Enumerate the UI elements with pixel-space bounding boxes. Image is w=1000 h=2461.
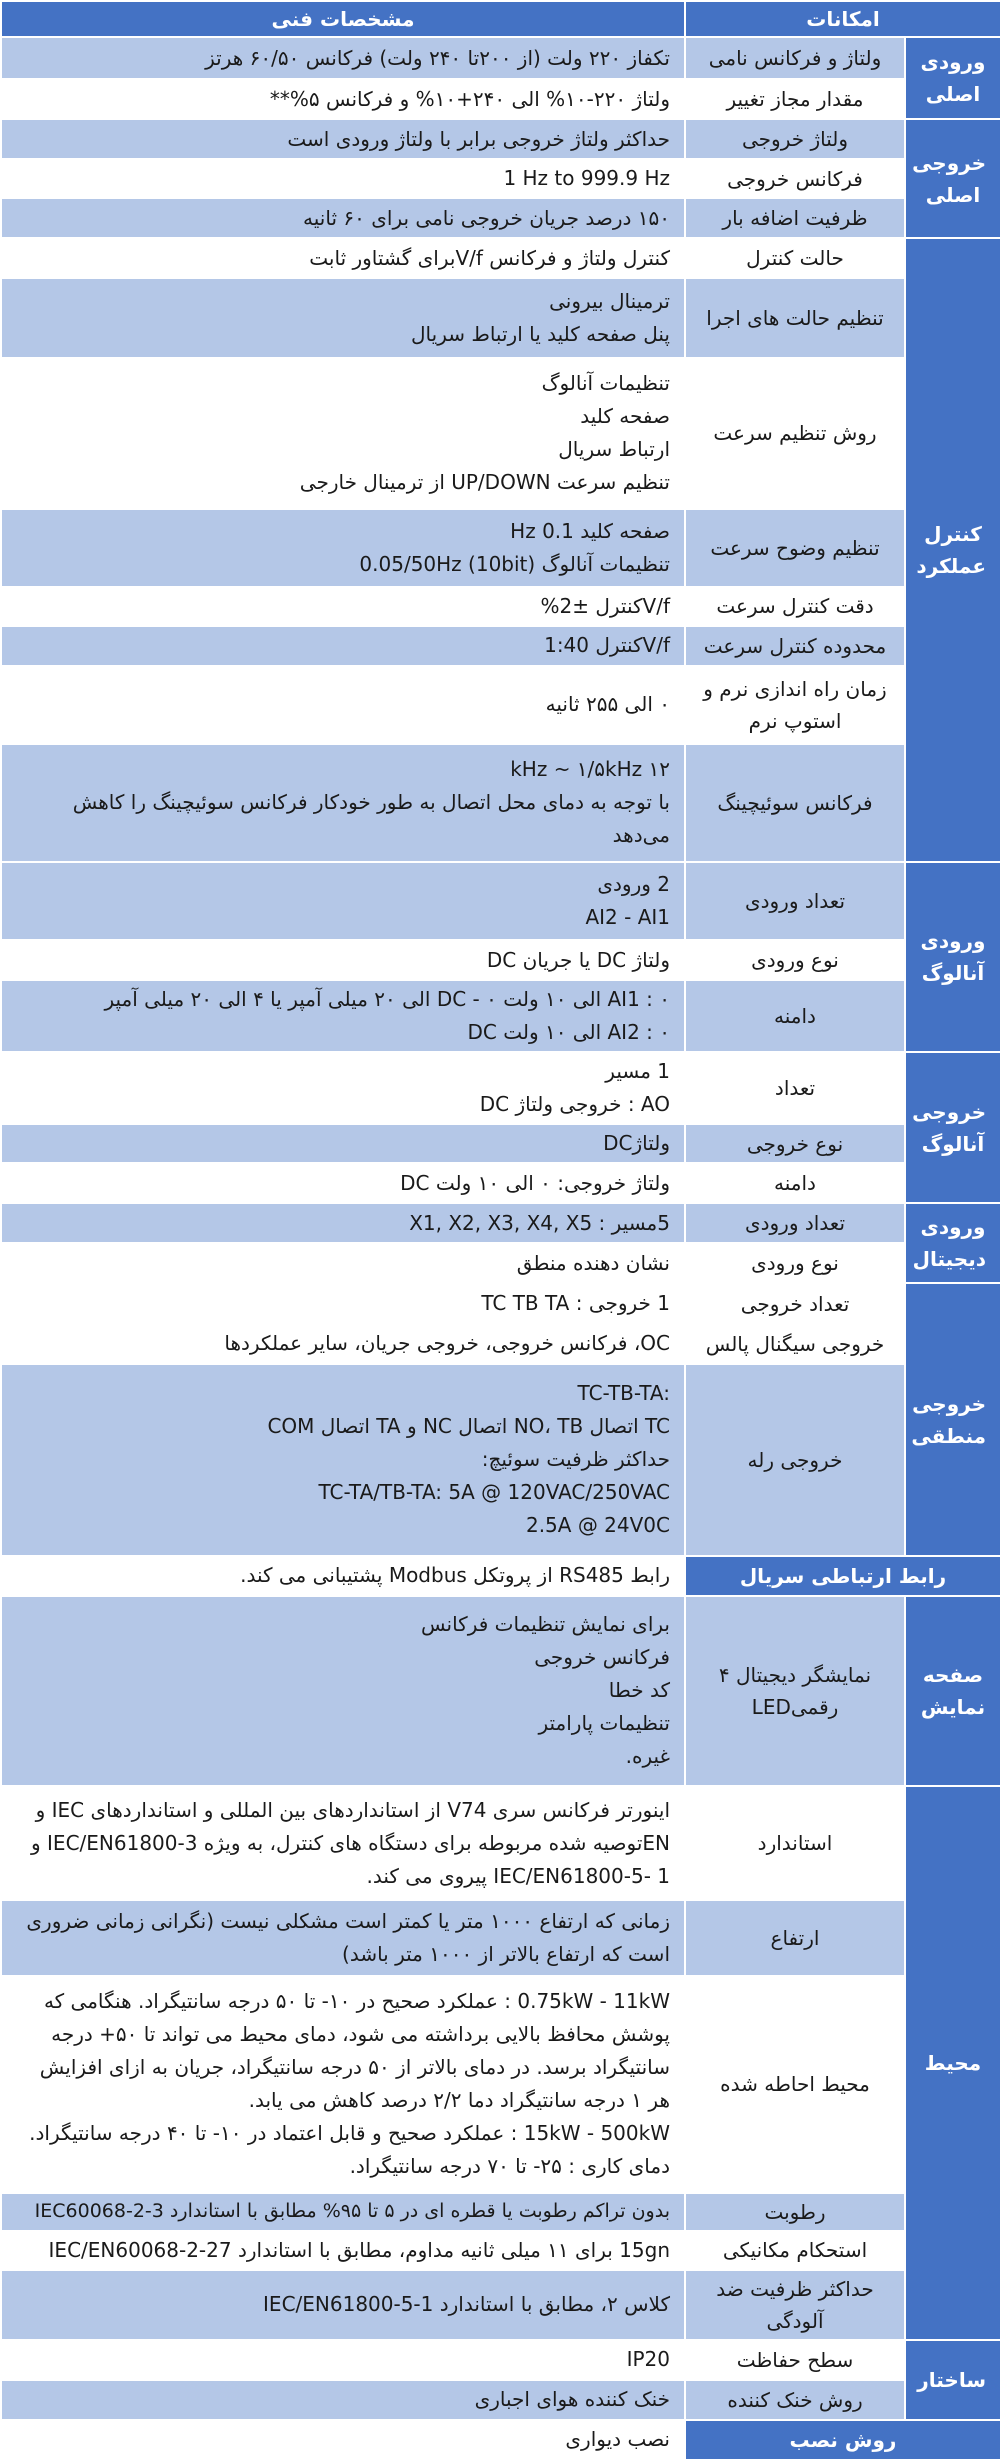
table-row	[1, 1556, 1000, 1596]
param-cell: ارتفاع	[685, 1900, 905, 1976]
category-cell: روش نصب	[685, 2420, 1000, 2460]
value-line: کلاس ۲، مطابق با استاندارد IEC/EN61800-5-1	[263, 2292, 670, 2317]
value-cell	[1, 2340, 685, 2380]
param-cell: ظرفیت اضافه بار	[685, 198, 905, 238]
table-row	[1, 1243, 1000, 1283]
param-cell: رطوبت	[685, 2193, 905, 2231]
param-cell: حداکثر ظرفیت ضد آلودگی	[685, 2270, 905, 2340]
value-line: کد خطا	[608, 1678, 670, 1703]
value-line: ولتاژDC	[603, 1131, 670, 1156]
value-cell	[1, 626, 685, 666]
value-line: TC-TA/TB-TA: 5A @ 120VAC/250VAC	[318, 1480, 670, 1505]
category-cell: خروجی آنالوگ	[905, 1052, 1000, 1203]
table-row	[1, 2380, 1000, 2420]
table-row	[1, 940, 1000, 980]
param-cell: نوع ورودی	[685, 940, 905, 980]
value-line: 1 مسیر	[605, 1059, 670, 1084]
value-line: OC، فرکانس خروجی، خروجی جریان، سایر عملکردها	[224, 1331, 670, 1356]
table-row	[1, 1900, 1000, 1976]
value-cell	[1, 2380, 685, 2420]
value-cell	[1, 79, 685, 119]
value-cell	[1, 2231, 685, 2270]
value-line: تنظیمات پارامتر	[538, 1711, 670, 1736]
value-line: 2.5A @ 24V0C	[525, 1513, 670, 1538]
category-cell: کنترل عملکرد	[905, 238, 1000, 862]
value-line: ولتاژ ۲۲۰-۱۰% الی ۲۴۰+۱۰% و فرکانس ۵%**	[269, 86, 670, 111]
param-cell: دامنه	[685, 1163, 905, 1203]
value-cell	[1, 278, 685, 358]
value-line: نشان دهنده منطق	[516, 1250, 670, 1275]
param-cell: فرکانس سوئیچینگ	[685, 744, 905, 862]
category-cell: ساختار	[905, 2340, 1000, 2420]
value-line: 5مسیر : X1, X2, X3, X4, X5	[409, 1210, 670, 1235]
category-cell: خروجی اصلی	[905, 119, 1000, 238]
table-row	[1, 862, 1000, 940]
value-line: ولتاژ DC یا جریان DC	[486, 947, 670, 972]
value-cell	[1, 1052, 685, 1124]
value-line: برای نمایش تنظیمات فرکانس	[421, 1612, 670, 1637]
value-line: 15gn برای ۱۱ میلی ثانیه مداوم، مطابق با استاندارد IEC/EN60068-2-27	[48, 2237, 670, 2262]
param-cell: دقت کنترل سرعت	[685, 587, 905, 626]
value-cell	[1, 37, 685, 79]
value-line: تکفاز ۲۲۰ ولت (از ۲۰۰تا ۲۴۰ ولت) فرکانس ۶۰/۵۰ هرتز	[205, 45, 670, 70]
table-row	[1, 1052, 1000, 1124]
table-row	[1, 1124, 1000, 1163]
category-cell: ورودی دیجیتال	[905, 1203, 1000, 1283]
value-line: IP20	[626, 2347, 670, 2372]
value-line: AI2 : ۰ الی ۱۰ ولت DC	[467, 1020, 670, 1045]
value-line: تنظیمات آنالوگ (10bit) 0.05/50Hz	[359, 551, 670, 576]
value-cell	[1, 1283, 685, 1323]
category-cell: محیط	[905, 1786, 1000, 2340]
value-line: TC اتصال NO، TB اتصال NC و TA اتصال COM	[267, 1414, 670, 1439]
param-cell: مقدار مجاز تغییر	[685, 79, 905, 119]
param-cell: روش خنک کننده	[685, 2380, 905, 2420]
category-cell: رابط ارتباطی سریال	[685, 1556, 1000, 1596]
param-cell: نمایشگر دیجیتال ۴ رقمیLED	[685, 1596, 905, 1786]
value-cell	[1, 119, 685, 159]
category-cell: صفحه نمایش	[905, 1596, 1000, 1786]
param-cell: تعداد ورودی	[685, 1203, 905, 1243]
table-row	[1, 744, 1000, 862]
table-row	[1, 198, 1000, 238]
value-line: ارتباط سریال	[558, 437, 670, 462]
value-cell	[1, 1364, 685, 1556]
value-line: ۰ الی ۲۵۵ ثانیه	[545, 692, 670, 717]
value-cell	[1, 1556, 685, 1596]
value-cell	[1, 2270, 685, 2340]
param-cell: نوع خروجی	[685, 1124, 905, 1163]
value-line: حداکثر ظرفیت سوئیچ:	[481, 1447, 670, 1472]
value-line: V/fکنترل 1:40	[544, 633, 670, 658]
table-row	[1, 666, 1000, 744]
param-cell: محدوده کنترل سرعت	[685, 626, 905, 666]
table-row	[1, 1203, 1000, 1243]
value-line: تنظیمات آنالوگ	[541, 371, 670, 396]
value-line: V/fکنترل ±2%	[540, 593, 670, 618]
param-cell: خروجی رله	[685, 1364, 905, 1556]
value-line: AI2 - AI1	[585, 905, 670, 930]
param-cell: دامنه	[685, 980, 905, 1052]
value-line: بدون تراکم رطوبت یا قطره ای در ۵ تا ۹۵% مطابق با استاندارد IEC60068-2-3	[34, 2199, 670, 2222]
table-row	[1, 1596, 1000, 1786]
value-cell	[1, 1243, 685, 1283]
value-cell	[1, 198, 685, 238]
value-line: AI1 : ۰ الی ۱۰ ولت DC - ۰ الی ۲۰ میلی آمپر یا ۴ الی ۲۰ میلی آمپر	[104, 987, 670, 1012]
value-line: تنظیم سرعت UP/DOWN از ترمینال خارجی	[299, 470, 670, 495]
value-line: اینورتر فرکانس سری V74 از استانداردهای بین المللی و استانداردهای IEC و ENتوصیه شده مربوطه برای دستگاه های کنترل، به ویژه IEC/EN61800-3 و IEC/EN61800-5- 1 پیروی می کند.	[31, 1797, 670, 1888]
header-specs: مشخصات فنی	[1, 1, 685, 37]
value-line: حداکثر ولتاژ خروجی برابر با ولتاژ ورودی است	[287, 126, 670, 151]
header-row	[1, 1, 1000, 37]
table-row	[1, 1364, 1000, 1556]
table-row	[1, 2270, 1000, 2340]
table-row	[1, 587, 1000, 626]
value-line: با توجه به دمای محل اتصال به طور خودکار فرکانس سوئیچینگ را کاهش می‌دهد	[72, 790, 670, 848]
value-line: TC-TB-TA:	[577, 1381, 670, 1406]
table-row	[1, 2231, 1000, 2270]
param-cell: استاندارد	[685, 1786, 905, 1900]
table-row	[1, 509, 1000, 587]
value-line: ترمینال بیرونی	[549, 289, 670, 314]
category-cell: خروجی منطقی	[905, 1283, 1000, 1555]
value-cell	[1, 159, 685, 198]
value-line: 15kW - 500kW : عملکرد صحیح و قابل اعتماد در ۱۰- تا ۴۰ درجه سانتیگراد.	[29, 2121, 670, 2146]
param-cell: زمان راه اندازی نرم و استوپ نرم	[685, 666, 905, 744]
value-cell	[1, 980, 685, 1052]
category-cell: ورودی اصلی	[905, 37, 1000, 119]
table-row	[1, 2340, 1000, 2380]
value-cell	[1, 1163, 685, 1203]
value-line: صفحه کلید	[580, 404, 670, 429]
table-row	[1, 238, 1000, 278]
value-line: ۱۵۰ درصد جریان خروجی نامی برای ۶۰ ثانیه	[303, 205, 670, 230]
value-line: خنک کننده هوای اجباری	[474, 2387, 670, 2412]
param-cell: خروجی سیگنال پالس	[685, 1324, 905, 1364]
value-line: ولتاژ خروجی: ۰ الی ۱۰ ولت DC	[400, 1170, 670, 1195]
value-line: پنل صفحه کلید یا ارتباط سریال	[411, 322, 670, 347]
value-line: غیره.	[625, 1744, 670, 1769]
param-cell: تنظیم حالت های اجرا	[685, 278, 905, 358]
table-row	[1, 1163, 1000, 1203]
value-cell	[1, 587, 685, 626]
value-line: کنترل ولتاژ و فرکانس V/fبرای گشتاور ثابت	[309, 245, 670, 270]
table-row	[1, 1786, 1000, 1900]
value-line: 2 ورودی	[597, 872, 670, 897]
table-row	[1, 626, 1000, 666]
value-cell	[1, 862, 685, 940]
table-row	[1, 980, 1000, 1052]
value-cell	[1, 1203, 685, 1243]
value-cell	[1, 2193, 685, 2231]
value-line: ۱۲ kHz ~ ۱/۵kHz	[510, 757, 670, 782]
table-row	[1, 358, 1000, 508]
table-row	[1, 159, 1000, 198]
table-row	[1, 2420, 1000, 2460]
value-cell	[1, 238, 685, 278]
value-cell	[1, 1900, 685, 1976]
value-line: 1 خروجی : TC TB TA	[481, 1291, 670, 1315]
param-cell: ولتاژ خروجی	[685, 119, 905, 159]
param-cell: نوع ورودی	[685, 1243, 905, 1283]
value-line: رابط RS485 از پروتکل Modbus پشتیبانی می کند.	[240, 1563, 670, 1588]
value-line: فرکانس خروجی	[534, 1645, 670, 1670]
value-cell	[1, 744, 685, 862]
table-row	[1, 1324, 1000, 1364]
value-line: AO : خروجی ولتاژ DC	[479, 1092, 670, 1117]
category-cell: ورودی آنالوگ	[905, 862, 1000, 1052]
value-cell	[1, 940, 685, 980]
param-cell: تنظیم وضوح سرعت	[685, 509, 905, 587]
value-cell	[1, 509, 685, 587]
value-cell	[1, 1976, 685, 2192]
value-cell	[1, 1124, 685, 1163]
param-cell: سطح حفاظت	[685, 2340, 905, 2380]
value-line: زمانی که ارتفاع ۱۰۰۰ متر یا کمتر است مشکلی نیست (نگرانی زمانی ضروری است که ارتفاع بالاتر از ۱۰۰۰ متر باشد)	[26, 1909, 670, 1967]
param-cell: استحکام مکانیکی	[685, 2231, 905, 2270]
table-row	[1, 1976, 1000, 2192]
value-cell	[1, 1786, 685, 1900]
param-cell: ولتاژ و فرکانس نامی	[685, 37, 905, 79]
param-cell: تعداد	[685, 1052, 905, 1124]
value-cell	[1, 1324, 685, 1364]
table-row	[1, 278, 1000, 358]
value-line: نصب دیواری	[565, 2427, 670, 2452]
value-cell	[1, 1596, 685, 1786]
param-cell: فرکانس خروجی	[685, 159, 905, 198]
param-cell: تعداد خروجی	[685, 1283, 905, 1323]
value-cell	[1, 358, 685, 508]
table-row	[1, 1283, 1000, 1323]
header-features: امکانات	[685, 1, 1000, 37]
value-cell	[1, 666, 685, 744]
param-cell: روش تنظیم سرعت	[685, 358, 905, 508]
param-cell: محیط احاطه شده	[685, 1976, 905, 2192]
table-row	[1, 2193, 1000, 2231]
value-cell	[1, 2420, 685, 2460]
table-row	[1, 119, 1000, 159]
param-cell: حالت کنترل	[685, 238, 905, 278]
value-line: 0.75kW - 11kW : عملکرد صحیح در ۱۰- تا ۵۰ درجه سانتیگراد. هنگامی که پوشش محافظ بالایی برداشته می شود، دمای محیط می تواند تا ۵۰+ درجه سانتیگراد برسد. در دمای بالاتر از ۵۰ درجه سانتیگراد، جریان به ازای افزایش هر ۱ درجه سانتیگراد دما ۲/۲ درصد کاهش می یابد.	[39, 1989, 670, 2113]
value-line: دمای کاری : ۲۵- تا ۷۰ درجه سانتیگراد.	[349, 2154, 670, 2179]
table-row	[1, 37, 1000, 79]
value-line: 1 Hz to 999.9 Hz	[503, 166, 670, 191]
table-row	[1, 79, 1000, 119]
value-line: صفحه کلید 0.1 Hz	[510, 518, 670, 543]
param-cell: تعداد ورودی	[685, 862, 905, 940]
